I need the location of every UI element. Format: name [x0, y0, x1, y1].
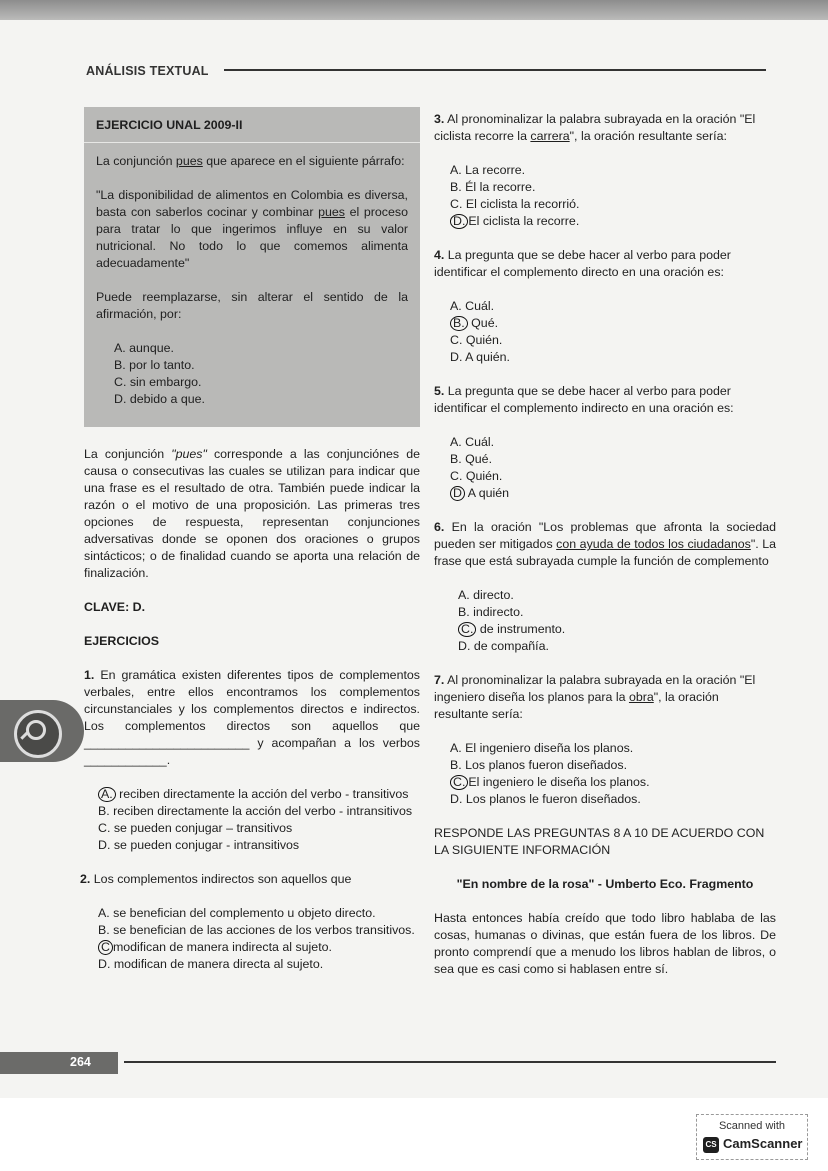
- exercise-option: C. sin embargo.: [114, 375, 202, 389]
- q5-option-b: B. Qué.: [450, 452, 493, 466]
- header-rule: [224, 69, 766, 71]
- question-2: 2. Los complementos indirectos son aquellos que: [80, 872, 352, 886]
- q1-option-d: D. se pueden conjugar - intransitivos: [98, 838, 300, 852]
- camscanner-label: Scanned with: [718, 1120, 786, 1132]
- page-number-bar: [0, 1052, 118, 1074]
- camscanner-watermark: [696, 1114, 808, 1160]
- magnifier-lens-icon: [26, 720, 46, 740]
- question-4: 4. La pregunta que se debe hacer al verbo para poder identificar el complemento directo en una oración es:: [434, 248, 731, 279]
- question-4-options: [434, 298, 776, 366]
- question-2-options: [84, 905, 420, 973]
- q3-option-c: C. El ciclista la recorrió.: [450, 197, 580, 211]
- camscanner-name: CamScanner: [723, 1136, 803, 1151]
- question-3: 3. Al pronominalizar la palabra subrayada en la oración "El ciclista recorre la carrera", la oración resultante sería:: [434, 112, 756, 143]
- question-7: 7. Al pronominalizar la palabra subrayada en la oración "El ingeniero diseña los planos para la obra", la oración resultante sería:: [434, 673, 756, 721]
- q1-option-b: B. reciben directamente la acción del verbo - intransitivos: [98, 804, 413, 818]
- magnifier-badge: [0, 700, 84, 762]
- exercise-option: B. por lo tanto.: [114, 358, 195, 372]
- exercise-option: D. debido a que.: [114, 392, 205, 406]
- page-number: 264: [70, 1055, 91, 1069]
- q4-option-a: A. Cuál.: [450, 299, 495, 313]
- left-column-body: [80, 446, 420, 973]
- explanation-paragraph: La conjunción "pues" corresponde a las conjunciónes de causa o consecutivas las cuales se utilizan para indicar que una frase es el resultado de otra. También puede indicar la razón o el motivo de una proposición. Las primeras tres opciones de respuesta, representan conjunciones adversativas donde se oponen dos oraciones o grupos sintácticos; o de finalidad cuando se aporta una relación de finalización.: [84, 447, 420, 580]
- question-7-options: [434, 740, 776, 808]
- footer-rule: [124, 1061, 776, 1063]
- question-5: 5. La pregunta que se debe hacer al verbo para poder identificar el complemento indirecto en una oración es:: [434, 384, 734, 415]
- q4-option-b: B. Qué.: [450, 315, 776, 332]
- q7-option-d: D. Los planos le fueron diseñados.: [450, 792, 641, 806]
- q2-option-d: D. modifican de manera directa al sujeto.: [98, 957, 324, 971]
- q3-option-a: A. La recorre.: [450, 163, 526, 177]
- exercise-box-title: EJERCICIO UNAL 2009-II: [84, 117, 420, 143]
- question-5-options: [434, 434, 776, 502]
- q7-option-b: B. Los planos fueron diseñados.: [450, 758, 628, 772]
- q3-option-b: B. Él la recorre.: [450, 180, 536, 194]
- q2-option-c: C modifican de manera indirecta al sujeto.: [98, 939, 420, 956]
- exercise-options: [96, 340, 408, 408]
- q1-option-c: C. se pueden conjugar – transitivos: [98, 821, 293, 835]
- clave-label: CLAVE: D.: [84, 600, 146, 614]
- exercise-quote: "La disponibilidad de alimentos en Colombia es diversa, basta con saberlos cocinar y combinar pues el proceso para tratar lo que ingerimos influye en su valor nutricional. No todo lo que comemos alimenta adecuadamente": [96, 188, 408, 270]
- responde-instructions: RESPONDE LAS PREGUNTAS 8 A 10 DE ACUERDO CON LA SIGUIENTE INFORMACIÓN: [434, 826, 765, 857]
- q4-option-d: D. A quién.: [450, 350, 510, 364]
- question-1-options: [84, 786, 420, 854]
- q1-option-a: A. reciben directamente la acción del verbo - transitivos: [98, 786, 420, 803]
- q5-option-c: C. Quién.: [450, 469, 503, 483]
- q6-option-c: C. de instrumento.: [458, 621, 776, 638]
- right-column: [434, 111, 776, 978]
- q6-option-a: A. directo.: [458, 588, 514, 602]
- exercise-option: A. aunque.: [114, 341, 174, 355]
- q7-option-a: A. El ingeniero diseña los planos.: [450, 741, 634, 755]
- exercise-intro: La conjunción pues que aparece en el siguiente párrafo:: [96, 154, 405, 168]
- q5-option-d: D A quién: [450, 485, 776, 502]
- q7-option-c: C. El ingeniero le diseña los planos.: [450, 774, 776, 791]
- ejercicios-title: EJERCICIOS: [84, 634, 160, 648]
- question-1: 1. En gramática existen diferentes tipos de complementos verbales, entre ellos encontramos los complementos circunstanciales y los complementos directos e indirectos. Los complementos directos son aquellos que ________________________ y acompañan a los verbos ____________.: [84, 668, 420, 767]
- q2-option-a: A. se benefician del complemento u objeto directo.: [98, 906, 376, 920]
- q5-option-a: A. Cuál.: [450, 435, 495, 449]
- question-6-options: [434, 587, 776, 655]
- q6-option-d: D. de compañía.: [458, 639, 549, 653]
- q4-option-c: C. Quién.: [450, 333, 503, 347]
- q6-option-b: B. indirecto.: [458, 605, 524, 619]
- camscanner-logo-icon: CS: [703, 1137, 719, 1153]
- question-3-options: [434, 162, 776, 230]
- exercise-box: [84, 107, 420, 427]
- exercise-question: Puede reemplazarse, sin alterar el sentido de la afirmación, por:: [96, 290, 408, 321]
- section-header: ANÁLISIS TEXTUAL: [86, 64, 209, 78]
- q3-option-d: D. El ciclista la recorre.: [450, 213, 776, 230]
- question-6: 6. En la oración "Los problemas que afronta la sociedad pueden ser mitigados con ayuda de todos los ciudadanos". La frase que está subrayada cumple la función de complemento: [434, 520, 776, 568]
- q2-option-b: B. se benefician de las acciones de los verbos transitivos.: [98, 923, 415, 937]
- fragment-text: Hasta entonces había creído que todo libro hablaba de las cosas, humanas o divinas, que están fuera de los libros. De pronto comprendí que a menudo los libros hablan de libros, o sea que es casi como si hablasen entre sí.: [434, 911, 776, 976]
- fragment-title: "En nombre de la rosa" - Umberto Eco. Fragmento: [456, 877, 754, 891]
